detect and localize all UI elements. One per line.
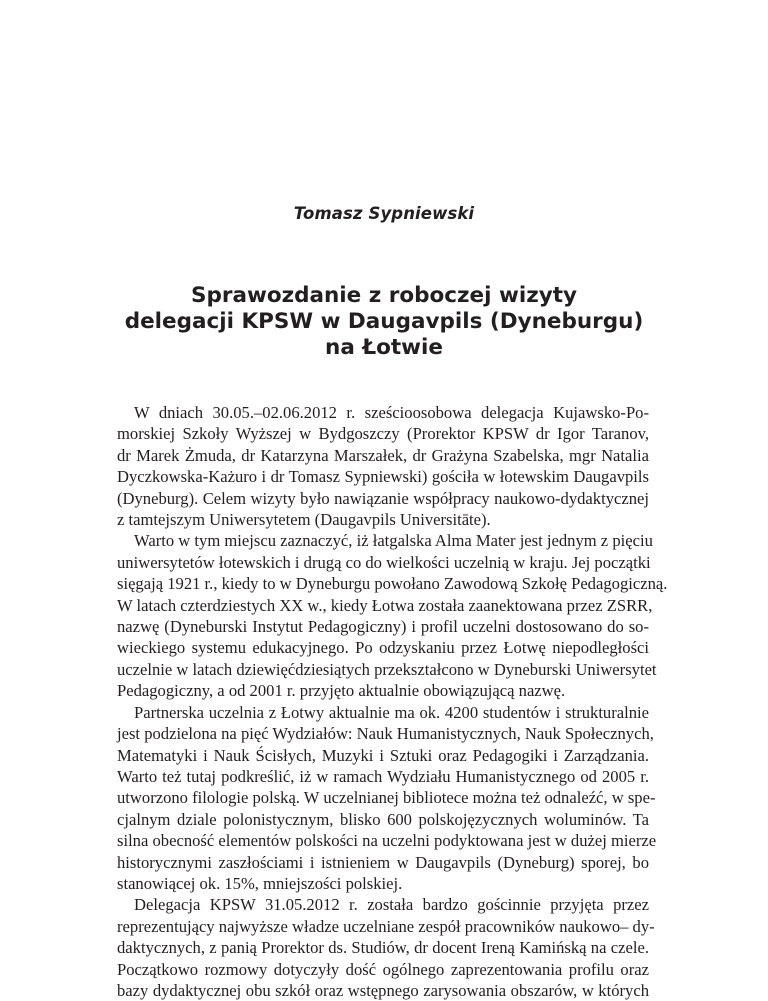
text-line: bazy dydaktycznej obu szkół oraz wstępnego zarysowania obszarów, w których xyxy=(117,980,649,1000)
text-line: uniwersytetów łotewskich i drugą co do wielkości uczelnią w kraju. Jej początki xyxy=(117,552,651,572)
text-line: cjalnym dziale polonistycznym, blisko 600 polskojęzycznych woluminów. Ta xyxy=(117,809,649,829)
text-line: stanowiącej ok. 15%, mniejszości polskiej. xyxy=(117,873,403,893)
title-line: na Łotwie xyxy=(325,335,443,360)
text-line: Matematyki i Nauk Ścisłych, Muzyki i Sztuki oraz Pedagogiki i Zarządzania. xyxy=(117,745,649,765)
title-line: Sprawozdanie z roboczej wizyty xyxy=(190,283,578,308)
text-line: historycznymi zaszłościami i istnieniem w Daugavpils (Dyneburg) sporej, bo xyxy=(117,852,649,872)
text-line: silna obecność elementów polskości na uczelni podyktowana jest w dużej mierze xyxy=(117,831,657,851)
text-line: nazwę (Dyneburski Instytut Pedagogiczny) i profil uczelni dostosowano do so- xyxy=(117,617,649,637)
text-line: Warto też tutaj podkreślić, iż w ramach Wydziału Humanistycznego od 2005 r. xyxy=(117,766,649,786)
text-line: Warto w tym miejscu zaznaczyć, iż łatgalska Alma Mater jest jednym z pięciu xyxy=(134,531,653,551)
text-line: Partnerska uczelnia z Łotwy aktualnie ma ok. 4200 studentów i strukturalnie xyxy=(134,702,649,722)
text-line: (Dyneburg). Celem wizyty było nawiązanie współpracy naukowo-dydaktycznej xyxy=(117,488,649,508)
paragraph xyxy=(117,702,657,895)
text-line: uczelnie w latach dziewięćdziesiątych przekształcono w Dyneburski Uniwersytet xyxy=(117,659,657,679)
article-body xyxy=(117,402,668,1001)
paragraph xyxy=(117,530,668,701)
paragraph xyxy=(117,894,655,1001)
text-line: jest podzielona na pięć Wydziałów: Nauk Humanistycznych, Nauk Społecznych, xyxy=(117,724,654,744)
text-line: W latach czterdziestych XX w., kiedy Łotwa została zaanektowana przez ZSRR, xyxy=(117,595,653,615)
paragraph xyxy=(117,402,649,530)
article-title xyxy=(60,283,708,361)
text-line: sięgają 1921 r., kiedy to w Dyneburgu powołano Zawodową Szkołę Pedagogiczną. xyxy=(117,574,668,594)
text-line: Delegacja KPSW 31.05.2012 r. została bardzo gościnnie przyjęta przez xyxy=(134,895,649,915)
author-name: Tomasz Sypniewski xyxy=(293,204,475,223)
text-line: dr Marek Żmuda, dr Katarzyna Marszałek, dr Grażyna Szabelska, mgr Natalia xyxy=(117,445,649,465)
title-line: delegacji KPSW w Daugavpils (Dyneburgu) xyxy=(124,309,644,334)
text-line: Pedagogiczny, a od 2001 r. przyjęto aktualnie obowiązującą nazwę. xyxy=(117,681,566,701)
text-line: daktycznych, z panią Prorektor ds. Studiów, dr docent Ireną Kamińską na czele. xyxy=(117,938,649,958)
text-line: wieckiego systemu edukacyjnego. Po odzyskaniu przez Łotwę niepodległości xyxy=(117,638,649,658)
text-line: reprezentujący najwyższe władze uczelniane zespół pracowników naukowo– dy- xyxy=(117,916,655,936)
text-line: morskiej Szkoły Wyższej w Bydgoszczy (Prorektor KPSW dr Igor Taranov, xyxy=(117,424,649,444)
text-line: z tamtejszym Uniwersytetem (Daugavpils Universitāte). xyxy=(117,510,491,530)
text-line: Początkowo rozmowy dotyczyły dość ogólnego zaprezentowania profilu oraz xyxy=(117,959,649,979)
text-line: W dniach 30.05.–02.06.2012 r. sześcioosobowa delegacja Kujawsko-Po- xyxy=(134,403,649,422)
text-line: utworzono filologie polską. W uczelnianej bibliotece można też odnaleźć, w spe- xyxy=(117,788,656,808)
text-line: Dyczkowska-Każuro i dr Tomasz Sypniewski) gościła w łotewskim Daugavpils xyxy=(117,467,649,487)
